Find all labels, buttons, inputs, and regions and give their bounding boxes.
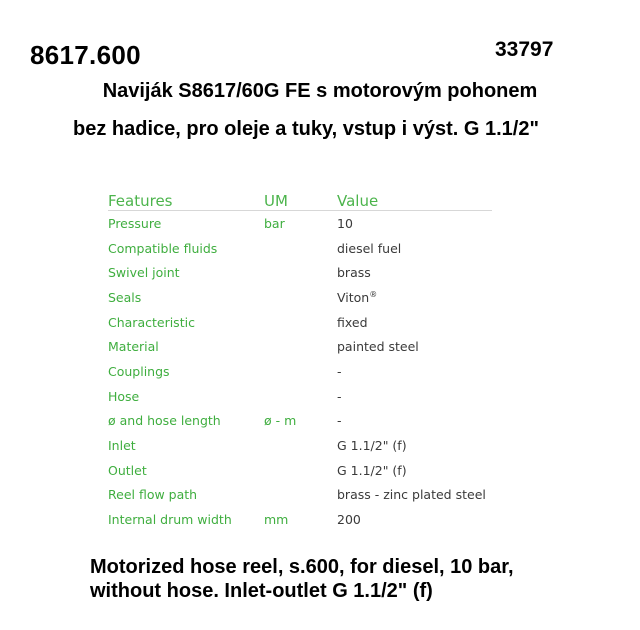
- spec-value: [337, 487, 492, 502]
- spec-value-text: 200: [337, 512, 361, 528]
- spec-value: [337, 463, 492, 478]
- spec-feature: [108, 315, 264, 330]
- product-title-line-1: Naviják S8617/60G FE s motorovým pohonem: [102, 80, 538, 102]
- spec-value-text: -: [337, 413, 342, 429]
- spec-um: [264, 512, 337, 527]
- spec-um: [264, 413, 337, 428]
- spec-value: [337, 413, 492, 428]
- spec-feature-text: Pressure: [108, 215, 162, 231]
- spec-feature: [108, 438, 264, 453]
- spec-feature-text: Outlet: [108, 462, 147, 478]
- spec-um-text: mm: [264, 512, 289, 528]
- spec-value: [337, 216, 492, 231]
- spec-table-body: [108, 211, 492, 532]
- product-description: [90, 555, 514, 603]
- spec-value: [337, 438, 492, 453]
- spec-value-text: diesel fuel: [337, 240, 402, 256]
- spec-row: [108, 458, 492, 483]
- spec-value-text: painted steel: [337, 339, 419, 355]
- spec-feature: [108, 463, 264, 478]
- spec-value-text: brass - zinc plated steel: [337, 487, 486, 503]
- spec-feature: [108, 265, 264, 280]
- spec-row: [108, 211, 492, 236]
- spec-value: [337, 364, 492, 379]
- spec-row: [108, 483, 492, 508]
- spec-feature-text: Characteristic: [108, 314, 195, 330]
- spec-row: [108, 433, 492, 458]
- spec-feature: [108, 487, 264, 502]
- spec-value-text: 10: [337, 215, 353, 231]
- spec-table-header: [108, 186, 492, 211]
- spec-value: [337, 389, 492, 404]
- spec-value: [337, 315, 492, 330]
- spec-feature: [108, 389, 264, 404]
- spec-feature-text: Hose: [108, 388, 140, 404]
- spec-value-text: Viton: [337, 289, 370, 305]
- spec-value: [337, 512, 492, 527]
- description-line-2: without hose. Inlet-outlet G 1.1/2" (f): [90, 580, 433, 602]
- spec-value-text: -: [337, 363, 342, 379]
- spec-feature-text: Inlet: [108, 438, 136, 454]
- spec-value: [337, 241, 492, 256]
- product-id: 33797: [495, 38, 554, 61]
- spec-table: [108, 186, 492, 532]
- spec-feature: [108, 413, 264, 428]
- spec-feature-text: Material: [108, 339, 159, 355]
- spec-feature: [108, 241, 264, 256]
- spec-feature: [108, 339, 264, 354]
- spec-feature-text: Reel flow path: [108, 487, 198, 503]
- spec-row: [108, 236, 492, 261]
- spec-row: [108, 285, 492, 310]
- um-column-header: UM: [264, 192, 288, 210]
- spec-um-text: bar: [264, 215, 285, 231]
- spec-um: [264, 216, 337, 231]
- value-column-header: Value: [337, 192, 379, 210]
- spec-value: [337, 339, 492, 354]
- spec-row: [108, 409, 492, 434]
- spec-row: [108, 507, 492, 532]
- spec-value-text: fixed: [337, 314, 368, 330]
- description-line-1: Motorized hose reel, s.600, for diesel, 10 bar,: [90, 556, 514, 578]
- spec-value-text: brass: [337, 265, 371, 281]
- spec-feature-text: Couplings: [108, 363, 170, 379]
- spec-feature: [108, 290, 264, 305]
- spec-feature: [108, 512, 264, 527]
- registered-mark: ®: [369, 289, 378, 299]
- spec-feature-text: Internal drum width: [108, 512, 232, 528]
- spec-value-text: G 1.1/2" (f): [337, 438, 407, 454]
- spec-value: [337, 290, 492, 305]
- spec-row: [108, 310, 492, 335]
- spec-feature-text: ø and hose length: [108, 413, 221, 429]
- spec-feature: [108, 364, 264, 379]
- product-title-line-2: bez hadice, pro oleje a tuky, vstup i výst. G 1.1/2": [73, 118, 539, 140]
- spec-value-text: -: [337, 388, 342, 404]
- spec-value: [337, 265, 492, 280]
- spec-row: [108, 384, 492, 409]
- spec-value-text: G 1.1/2" (f): [337, 462, 407, 478]
- features-column-header: Features: [108, 192, 173, 210]
- spec-row: [108, 334, 492, 359]
- spec-um-text: ø - m: [264, 413, 297, 429]
- spec-feature-text: Seals: [108, 289, 142, 305]
- spec-row: [108, 260, 492, 285]
- product-code: 8617.600: [30, 40, 141, 70]
- spec-feature: [108, 216, 264, 231]
- spec-feature-text: Compatible fluids: [108, 240, 218, 256]
- spec-feature-text: Swivel joint: [108, 265, 180, 281]
- spec-row: [108, 359, 492, 384]
